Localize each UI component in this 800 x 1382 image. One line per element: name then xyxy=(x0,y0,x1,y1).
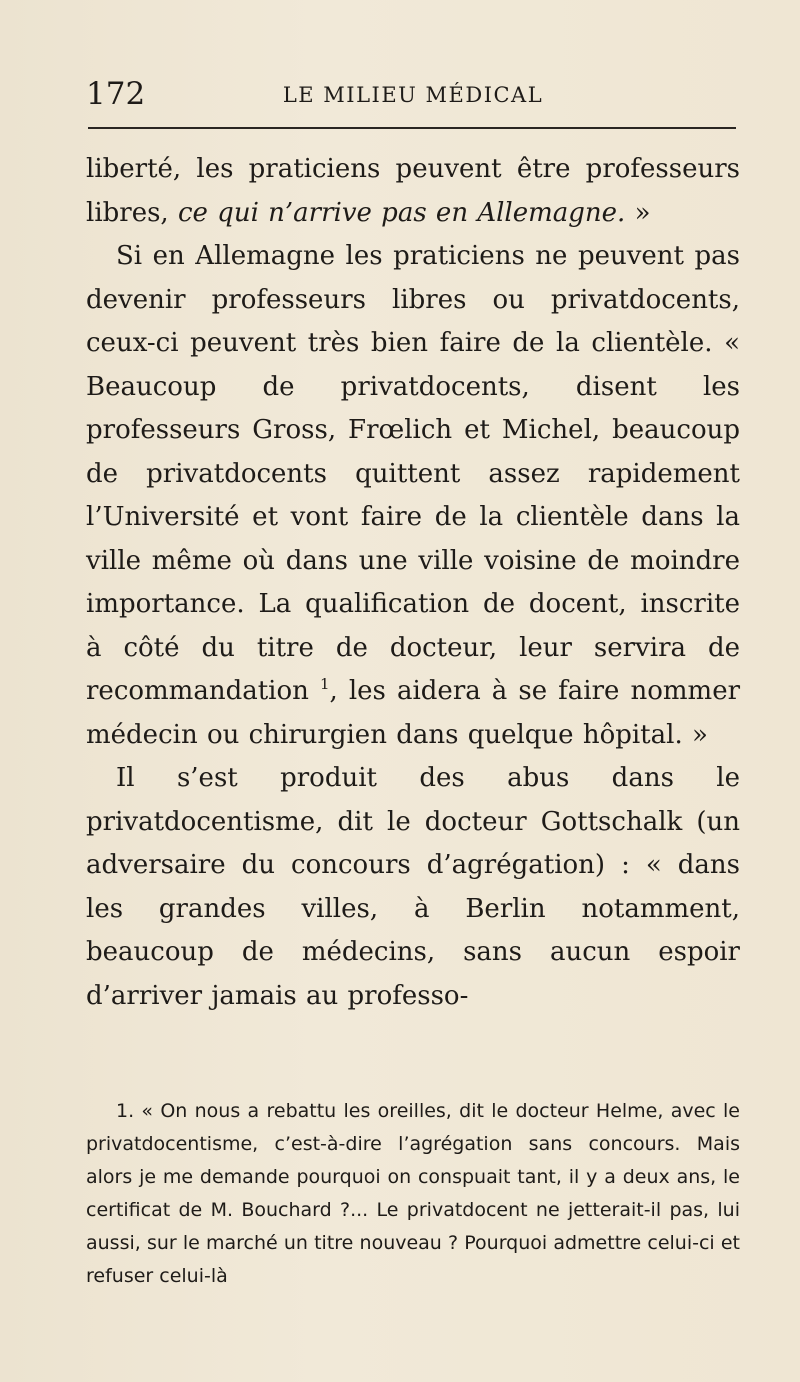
page-header xyxy=(86,74,740,118)
paragraph-1-close-quote: » xyxy=(625,197,651,228)
paragraph-2-text-end: , les aidera à se faire nommer médecin ou chirurgien dans quelque hôpital. » xyxy=(86,676,741,750)
paragraph-2 xyxy=(86,235,740,757)
header-rule xyxy=(88,127,736,129)
footnote-reference: 1 xyxy=(319,675,330,693)
paragraph-1-text: liberté, les praticiens peuvent être professeurs libres, xyxy=(86,154,740,228)
paragraph-1 xyxy=(86,148,740,235)
paragraph-3: Il s’est produit des abus dans le privatdocentisme, dit le docteur Gottschalk (un adversaire du concours d’agrégation) : « dans les grandes villes, à Berlin notamment, beaucoup de médecins, sans aucun espoir d’arriver jamais au professo- xyxy=(86,763,740,1011)
page-number: 172 xyxy=(86,76,146,112)
running-title: LE MILIEU MÉDICAL xyxy=(282,83,544,107)
paragraph-1-italic: ce qui n’arrive pas en Allemagne. xyxy=(177,197,626,228)
paragraph-2-text: Si en Allemagne les praticiens ne peuvent pas devenir professeurs libres ou privatdocents, ceux-ci peuvent très bien faire de la clientèle. « Beaucoup de privatdocents, disent les professeurs Gross, Frœlich et Michel, beaucoup de privatdocents quittent assez rapidement l’Université et vont faire de la clientèle dans la ville même où dans une ville voisine de moindre importance. La qualification de docent, inscrite à côté du titre de docteur, leur servira de recommandation xyxy=(86,241,740,706)
footnote-1: 1. « On nous a rebattu les oreilles, dit le docteur Helme, avec le privatdocentisme, c’est-à-dire l’agrégation sans concours. Mais alors je me demande pourquoi on conspuait tant, il y a deux ans, le certificat de M. Bouchard ?... Le privatdocent ne jetterait-il pas, lui aussi, sur le marché un titre nouveau ? Pourquoi admettre celui-ci et refuser celui-là xyxy=(86,1100,740,1287)
main-text xyxy=(86,148,740,1018)
footnotes xyxy=(86,1095,740,1293)
